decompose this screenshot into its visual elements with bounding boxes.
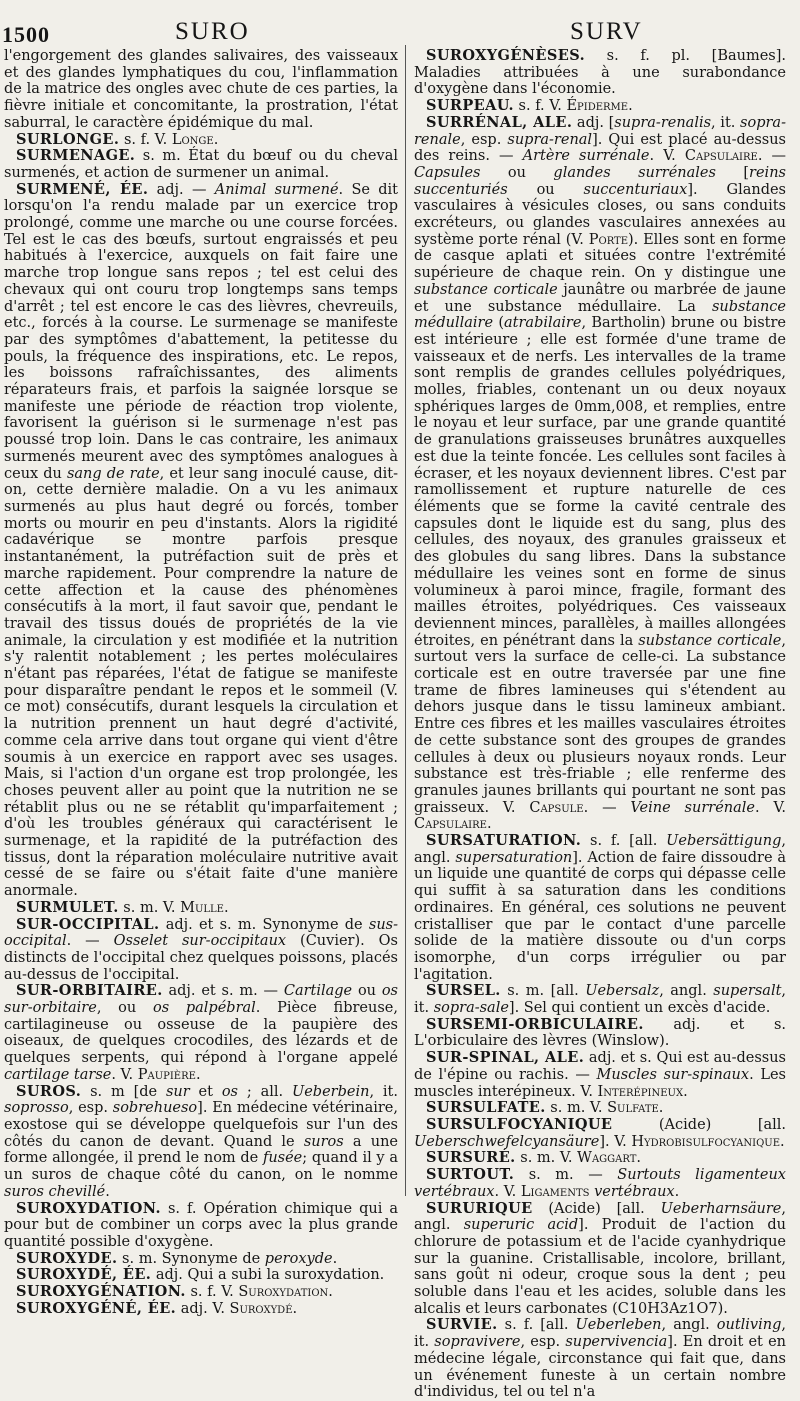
cross-reference: Mulle bbox=[180, 899, 224, 916]
entry-text: l'engorgement des glandes salivaires, des vaisseaux et des glandes lymphatiques du cou, l'inflammation de la matrice des ongles avec chute de ces parties, la fièvre initiale et concomitante, la prostration, l'état saburral, le caractère épidémique du mal. bbox=[4, 48, 398, 131]
entry-text: . bbox=[223, 899, 229, 916]
italic-term: Animal surmené bbox=[214, 181, 339, 198]
italic-term: outliving bbox=[716, 1317, 782, 1334]
entry-text: ]. Glandes vasculaires à vésicules closes, ou sans conduits excréteurs, ou glandes vasculaires annexées au système porte rénal (V. bbox=[414, 181, 786, 248]
cross-reference: Sulfate bbox=[607, 1100, 659, 1117]
dictionary-entry bbox=[414, 1050, 786, 1100]
entry-text: , it. bbox=[711, 114, 741, 131]
italic-term: vertébraux bbox=[594, 1183, 675, 1200]
cross-reference: Ligaments bbox=[520, 1183, 590, 1200]
entry-text: . bbox=[486, 816, 492, 833]
dictionary-entry bbox=[4, 1201, 398, 1251]
entry-text: s. f. [all. bbox=[497, 1317, 576, 1334]
entry-text: . bbox=[628, 98, 633, 115]
dictionary-entry bbox=[414, 983, 786, 1016]
entry-text: , it. bbox=[369, 1083, 398, 1100]
entry-headword: SURSULFOCYANIQUE bbox=[426, 1116, 613, 1133]
entry-text: ]. En droit et en médecine légale, circonstance qui fait que, dans un événement funeste à un certain nombre d'individus, tel ou tel n'a bbox=[414, 1334, 786, 1401]
cross-reference: Capsule bbox=[529, 799, 584, 816]
entry-text: s. m. État du bœuf ou du cheval surmenés, et action de surmener un animal. bbox=[4, 148, 398, 181]
entry-text: , angl. bbox=[661, 1317, 717, 1334]
entry-text: ). Elles sont en forme de casque aplati et situées contre l'extrémité supérieure de chaque rein. On y distingue une bbox=[414, 231, 787, 282]
italic-term: suros chevillé bbox=[4, 1183, 106, 1200]
entry-text: et bbox=[189, 1083, 222, 1100]
dictionary-entry bbox=[4, 148, 398, 181]
entry-text: . V. bbox=[649, 148, 685, 165]
entry-headword: SUROXYDÉ, ÉE. bbox=[16, 1266, 152, 1284]
italic-term: suros bbox=[303, 1133, 344, 1150]
italic-term: Capsules bbox=[414, 164, 481, 181]
entry-text: ]. Action de faire dissoudre à un liquide une quantité de corps qui dépasse celle qui suffit à sa saturation dans les conditions ordinaires. En général, ces solutions ne peuvent cristalliser que par le contact d'une parcelle solide de la matière dissoute ou d'un corps isomorphe, d'un corps irrégulier ou par l'agitation. bbox=[414, 849, 786, 983]
italic-term: reins succenturiés bbox=[414, 164, 786, 198]
cross-reference: Épiderme bbox=[566, 98, 629, 115]
dictionary-entry bbox=[414, 1017, 786, 1050]
entry-text: s. m. V. bbox=[515, 1150, 578, 1167]
entry-text: . bbox=[780, 1133, 785, 1150]
entry-headword: SURVIE. bbox=[426, 1316, 498, 1334]
entry-text: ou bbox=[480, 164, 554, 181]
entry-text: s. m. V. bbox=[118, 899, 181, 916]
entry-text: [ bbox=[715, 164, 750, 181]
dictionary-entry bbox=[4, 917, 398, 984]
cross-reference: Capsulaire bbox=[414, 816, 487, 833]
italic-term: glandes surrénales bbox=[553, 164, 716, 181]
entry-text: . bbox=[683, 1083, 688, 1100]
entry-text: , et leur sang inoculé cause, dit-on, cette dernière maladie. On a vu les animaux surmenés au plus haut degré ou forcés, tomber morts ou mourir en peu d'instants. Alors la rigidité cadavérique se montre parfois presque instantanément, la putréfaction suit de près et marche rapidement. Pour comprendre la nature de cette affection et la cause des phénomènes consécutifs à la mort, il faut savoir que, pendant le travail des tissus doués de propriétés de la vie animale, la circulation y est modifiée et la nutrition s'y ralentit notablement ; les pertes moléculaires n'étant pas réparées, l'état de fatigue se manifeste pour disparaître pendant le repos et le sommeil (V. ce mot) consécutifs, durant lesquels la circulation et la nutrition prennent un haut degré d'activité, comme cela arrive dans tout organe qui vient d'être soumis à un exercice en rapport avec ses usages. Mais, si l'action d'un organe est trop prolongée, les choses peuvent aller au point que la nutrition ne se rétablit plus ou ne se rétablit qu'imparfaitement ; d'où les troubles généraux qui caractérisent le surmenage, et la rapidité de la putréfaction des tissus, dont la réparation moléculaire nutritive avait cessé de se faire ou s'était faite d'une manière anormale. bbox=[4, 465, 398, 900]
entry-text: adj. et s. Qui est au-dessus de l'épine ou rachis. — bbox=[414, 1050, 787, 1083]
cross-reference: Capsulaire bbox=[684, 148, 758, 165]
entry-text: s. m. — bbox=[514, 1167, 618, 1184]
italic-term: supra-renalis bbox=[614, 114, 712, 131]
entry-headword: SURMENÉ, ÉE. bbox=[16, 180, 149, 198]
entry-text: . V. bbox=[754, 799, 786, 816]
entry-text: ( bbox=[493, 315, 505, 332]
italic-term: sopra-sale bbox=[433, 1000, 509, 1017]
italic-term: os palpébral bbox=[152, 1000, 256, 1017]
cross-reference: Porte bbox=[588, 231, 629, 248]
dictionary-entry bbox=[4, 1084, 398, 1201]
entry-text: . bbox=[636, 1150, 642, 1167]
dictionary-entry bbox=[4, 983, 398, 1083]
italic-term: Osselet sur-occipitaux bbox=[113, 933, 287, 950]
entry-text: ]. Qui est placé au-dessus des reins. — bbox=[414, 131, 786, 165]
entry-text: . Se dit lorsqu'on l'a rendu malade par un exercice trop prolongé, comme une marche ou une course forcées. Tel est le cas des bœufs, surtout engraissés et peu habitués à l'exercice, auxquels on fait faire une marche trop longue sans repos ; tel est celui des chevaux qui ont couru trop longtemps sans temps d'arrêt ; tel est encore le cas des lièvres, chevreuils, etc., forcés à la course. Le surmenage se manifeste par des symptômes d'abattement, la petitesse du pouls, la fréquence des inspirations, etc. Le repos, les boissons rafraîchissantes, des aliments réparateurs frais, et parfois la saignée lorsque se manifeste une période de réaction trop violente, favorisent la guérison si le surmenage n'est pas poussé trop loin. Dans le cas contraire, les animaux surmenés meurent avec des symptômes analogues à ceux du bbox=[4, 181, 399, 482]
italic-term: Muscles sur-spinaux bbox=[596, 1066, 750, 1083]
dictionary-entry bbox=[4, 48, 398, 132]
entry-headword: SURTOUT. bbox=[426, 1166, 515, 1184]
entry-text: , ou bbox=[96, 1000, 153, 1017]
entry-headword: SURSEMI-ORBICULAIRE. bbox=[426, 1015, 644, 1033]
dictionary-entry bbox=[4, 1284, 398, 1301]
dictionary-entry bbox=[414, 48, 786, 98]
italic-term: atrabilaire bbox=[504, 315, 582, 332]
entry-text: s. f. pl. [Baumes]. Maladies attribuées à une surabondance d'oxygène dans l'économie. bbox=[414, 48, 786, 98]
italic-term: superuric acid bbox=[463, 1217, 579, 1234]
dictionary-entry bbox=[414, 1201, 786, 1318]
entry-text: adj. Qui a subi la suroxydation. bbox=[151, 1267, 385, 1284]
entry-text: , angl. bbox=[659, 983, 714, 1000]
entry-text: jaunâtre ou marbrée de jaune et une substance médullaire. La bbox=[414, 281, 786, 315]
entry-text: . V. bbox=[494, 1183, 521, 1200]
italic-term: cartilage tarse bbox=[4, 1066, 112, 1083]
entry-text: , esp. bbox=[68, 1100, 113, 1117]
entry-headword: SUR-SPINAL, ALE. bbox=[426, 1049, 585, 1067]
italic-term: Artère surrénale bbox=[522, 148, 650, 165]
entry-text: adj. et s. m. Synonyme de bbox=[159, 916, 369, 933]
dictionary-entry bbox=[414, 115, 786, 833]
entry-text: (Acide) [all. bbox=[532, 1200, 661, 1217]
cross-reference: Suroxydé bbox=[229, 1300, 293, 1317]
entry-text: . — bbox=[583, 799, 631, 816]
entry-text: . bbox=[292, 1300, 298, 1317]
entry-text: adj. et s. m. — bbox=[162, 983, 284, 1000]
entry-text: s. f. V. bbox=[119, 131, 172, 148]
entry-headword: SURMULET. bbox=[16, 898, 119, 916]
entry-text: , it. bbox=[414, 983, 787, 1017]
dictionary-entry bbox=[414, 1317, 786, 1401]
running-head-left: SURO bbox=[175, 18, 250, 45]
entry-text: . Pièce fibreuse, cartilagineuse ou osseuse de la paupière des oiseaux, de quelques crocodiles, des lézards et de quelques serpents, qui répond à l'organe appelé bbox=[4, 1000, 398, 1067]
entry-headword: SUROXYGÉNATION. bbox=[16, 1283, 186, 1301]
cross-reference: Interépineux bbox=[597, 1083, 684, 1100]
page-number: 1500 bbox=[2, 22, 50, 47]
entry-text: adj. — bbox=[148, 181, 215, 198]
entry-headword: SURLONGE. bbox=[16, 130, 120, 148]
cross-reference: Hydrobisulfocyanique bbox=[631, 1133, 781, 1150]
entry-text: ]. Sel qui contient un excès d'acide. bbox=[508, 1000, 771, 1017]
italic-term: substance corticale bbox=[638, 632, 782, 649]
left-column bbox=[4, 48, 399, 1317]
entry-headword: SURURIQUE bbox=[426, 1199, 533, 1217]
entry-text: . — bbox=[66, 933, 114, 950]
entry-text: s. f. V. bbox=[185, 1284, 239, 1301]
italic-term: Ueberleben bbox=[575, 1317, 662, 1334]
dictionary-entry bbox=[414, 1117, 786, 1150]
entry-text: , surtout vers la surface de celle-ci. La substance corticale est en outre traversée par une fine trame de fibres lamineuses qui s'étendent au dehors jusque dans le tissu lamineux ambiant. Entre ces fibres et les mailles vasculaires étroites de cette substance sont des groupes de grandes cellules à deux ou plusieurs noyaux ronds. Leur substance est très-friable ; elle renferme des granules jaunes brillants qui pourtant ne sont pas graisseux. V. bbox=[414, 632, 786, 816]
italic-term: sus-occipital bbox=[4, 916, 398, 950]
entry-text: , angl. bbox=[414, 833, 786, 866]
italic-term: supra-renal bbox=[507, 131, 593, 148]
italic-term: sopravivere bbox=[434, 1334, 521, 1351]
italic-term: Ueberschwefelcyansäure bbox=[414, 1133, 600, 1150]
entry-headword: SUR-ORBITAIRE. bbox=[16, 982, 163, 1000]
italic-term: substance corticale bbox=[414, 281, 558, 298]
entry-text: . bbox=[195, 1066, 201, 1083]
entry-headword: SURMENAGE. bbox=[16, 147, 136, 165]
entry-text: s. m [de bbox=[81, 1083, 166, 1100]
page-header bbox=[0, 18, 800, 52]
dictionary-entry bbox=[4, 182, 398, 900]
italic-term: supersaturation bbox=[455, 849, 573, 866]
entry-headword: SUR-OCCIPITAL. bbox=[16, 915, 160, 933]
entry-text: (Cuvier). Os distincts de l'occipital chez quelques poissons, placés au-dessus de l'occipital. bbox=[4, 933, 398, 983]
dictionary-entry bbox=[4, 132, 398, 149]
italic-term: supersalt bbox=[713, 983, 782, 1000]
entry-text: ; quand il y a un suros de chaque côté du canon, on le nomme bbox=[4, 1150, 398, 1184]
entry-text: s. m. V. bbox=[545, 1100, 608, 1117]
italic-term: succenturiaux bbox=[583, 181, 688, 198]
cross-reference: Paupière bbox=[137, 1066, 196, 1083]
italic-term: Ueberharnsäure bbox=[660, 1200, 782, 1217]
italic-term: os sur-orbitaire bbox=[4, 983, 398, 1017]
entry-headword: SUROXYDATION. bbox=[16, 1199, 161, 1217]
entry-text: . — bbox=[757, 148, 787, 165]
dictionary-entry bbox=[414, 833, 786, 983]
cross-reference: Longe bbox=[171, 131, 214, 148]
running-head-right: SURV bbox=[570, 18, 643, 45]
entry-text: . V. bbox=[111, 1066, 138, 1083]
entry-text: , it. bbox=[414, 1317, 786, 1351]
entry-text: . bbox=[105, 1183, 110, 1200]
entry-text: . bbox=[658, 1100, 664, 1117]
dictionary-entry bbox=[4, 1251, 398, 1268]
entry-headword: SUROXYGÉNÈSES. bbox=[426, 47, 586, 64]
entry-text: adj. et s. L'orbiculaire des lèvres (Winslow). bbox=[414, 1016, 786, 1050]
entry-text: adj. V. bbox=[176, 1300, 230, 1317]
entry-text: (Acide) [all. bbox=[612, 1117, 786, 1133]
dictionary-entry bbox=[4, 900, 398, 917]
entry-headword: SUROS. bbox=[16, 1082, 82, 1100]
entry-text: s. f. V. bbox=[513, 98, 567, 115]
entry-text: s. f. Opération chimique qui a pour but de combiner un corps avec la plus grande quantité possible d'oxygène. bbox=[4, 1200, 398, 1250]
italic-term: Surtouts ligamenteux vertébraux bbox=[414, 1167, 786, 1200]
entry-text: s. m. [all. bbox=[500, 983, 586, 1000]
italic-term: Veine surrénale bbox=[630, 799, 755, 816]
entry-text: , esp. bbox=[520, 1334, 566, 1351]
entry-text: ; all. bbox=[238, 1083, 292, 1100]
entry-headword: SURSEL. bbox=[426, 982, 501, 1000]
entry-text: . Les muscles interépineux. V. bbox=[414, 1066, 786, 1100]
entry-text: , angl. bbox=[414, 1200, 786, 1234]
entry-text: . bbox=[332, 1250, 338, 1267]
dictionary-entry bbox=[414, 98, 786, 115]
entry-headword: SURSULFATE. bbox=[426, 1099, 546, 1117]
entry-text: , Bartholin) brune ou bistre est intérieure ; elle est formée d'une trame de vaisseaux et de nerfs. Les intervalles de la trame sont remplis de grandes cellules polyédriques, molles, friables, contenant un ou deux noyaux sphériques larges de 0mm,008, et remplies, entre le noyau et leur surface, par une grande quantité de granulations graisseuses brunâtres auxquelles est due la teinte foncée. Les cellules sont faciles à écraser, et les noyaux deviennent libres. C'est par ramollissement et rupture naturelle de ces éléments que se forme la cavité centrale des capsules dont le liquide est du sang, plus des cellules, des noyaux, des granules graisseux et des globules du sang libres. Dans la substance médullaire les veines sont en forme de sinus volumineux à paroi mince, fragile, formant des mailles étroites, polyédriques. Ces vaisseaux deviennent minces, parallèles, à mailles allongées étroites, en pénétrant dans la bbox=[414, 315, 786, 649]
entry-headword: SURRÉNAL, ALE. bbox=[426, 113, 573, 131]
italic-term: supervivencia bbox=[565, 1334, 668, 1351]
italic-term: fusée bbox=[262, 1150, 303, 1167]
entry-headword: SURSURÉ. bbox=[426, 1149, 516, 1167]
entry-text: a une forme allongée, il prend le nom de bbox=[4, 1133, 398, 1167]
cross-reference: Waggart bbox=[577, 1150, 637, 1167]
right-column bbox=[414, 47, 787, 1401]
italic-term: os bbox=[221, 1083, 238, 1100]
dictionary-entry bbox=[4, 1301, 398, 1318]
italic-term: Cartilage bbox=[283, 983, 353, 1000]
entry-text: adj. [ bbox=[572, 114, 615, 131]
entry-text: . bbox=[328, 1284, 333, 1301]
entry-text: ou bbox=[507, 181, 584, 198]
italic-term: sobrehueso bbox=[112, 1100, 198, 1117]
dictionary-entry bbox=[414, 1100, 786, 1117]
entry-headword: SURSATURATION. bbox=[426, 832, 582, 850]
italic-term: sopra-renale bbox=[414, 114, 786, 148]
italic-term: Ueberbein bbox=[292, 1083, 370, 1100]
entry-text: ]. V. bbox=[599, 1133, 632, 1150]
italic-term: Uebersättigung bbox=[666, 833, 782, 850]
entry-headword: SUROXYGÉNÉ, ÉE. bbox=[16, 1299, 177, 1317]
entry-text: . bbox=[213, 131, 219, 148]
entry-text: s. f. [all. bbox=[581, 833, 667, 850]
entry-headword: SUROXYDE. bbox=[16, 1249, 118, 1267]
italic-term: substance médullaire bbox=[414, 298, 786, 332]
cross-reference: Suroxydation bbox=[238, 1284, 329, 1301]
dictionary-entry bbox=[414, 1167, 786, 1200]
italic-term: sur bbox=[165, 1083, 190, 1100]
entry-text: ]. Produit de l'action du chlorure de potassium et de l'acide cyanhydrique sur la guanine. Cristallisable, incolore, brillant, sans goût ni odeur, croque sous la dent ; peu soluble dans l'eau et les acides, soluble dans les alcalis et leurs carbonates (C10H3Az1O7). bbox=[414, 1217, 786, 1317]
entry-text: , esp. bbox=[460, 131, 508, 148]
entry-text: . bbox=[674, 1183, 680, 1200]
entry-text: s. m. Synonyme de bbox=[117, 1250, 265, 1267]
italic-term: peroxyde bbox=[264, 1250, 333, 1267]
entry-text: ]. En médecine vétérinaire, exostose qui se développe quelquefois sur l'un des côtés du canon de devant. Quand le bbox=[4, 1100, 398, 1150]
italic-term: soprosso bbox=[4, 1100, 69, 1117]
italic-term: Uebersalz bbox=[585, 983, 660, 1000]
entry-text: ou bbox=[352, 983, 382, 1000]
italic-term: sang de rate bbox=[66, 465, 160, 482]
entry-headword: SURPEAU. bbox=[426, 97, 514, 115]
dictionary-entry bbox=[4, 1267, 398, 1284]
dictionary-entry bbox=[414, 1150, 786, 1167]
column-rule bbox=[405, 45, 406, 1196]
